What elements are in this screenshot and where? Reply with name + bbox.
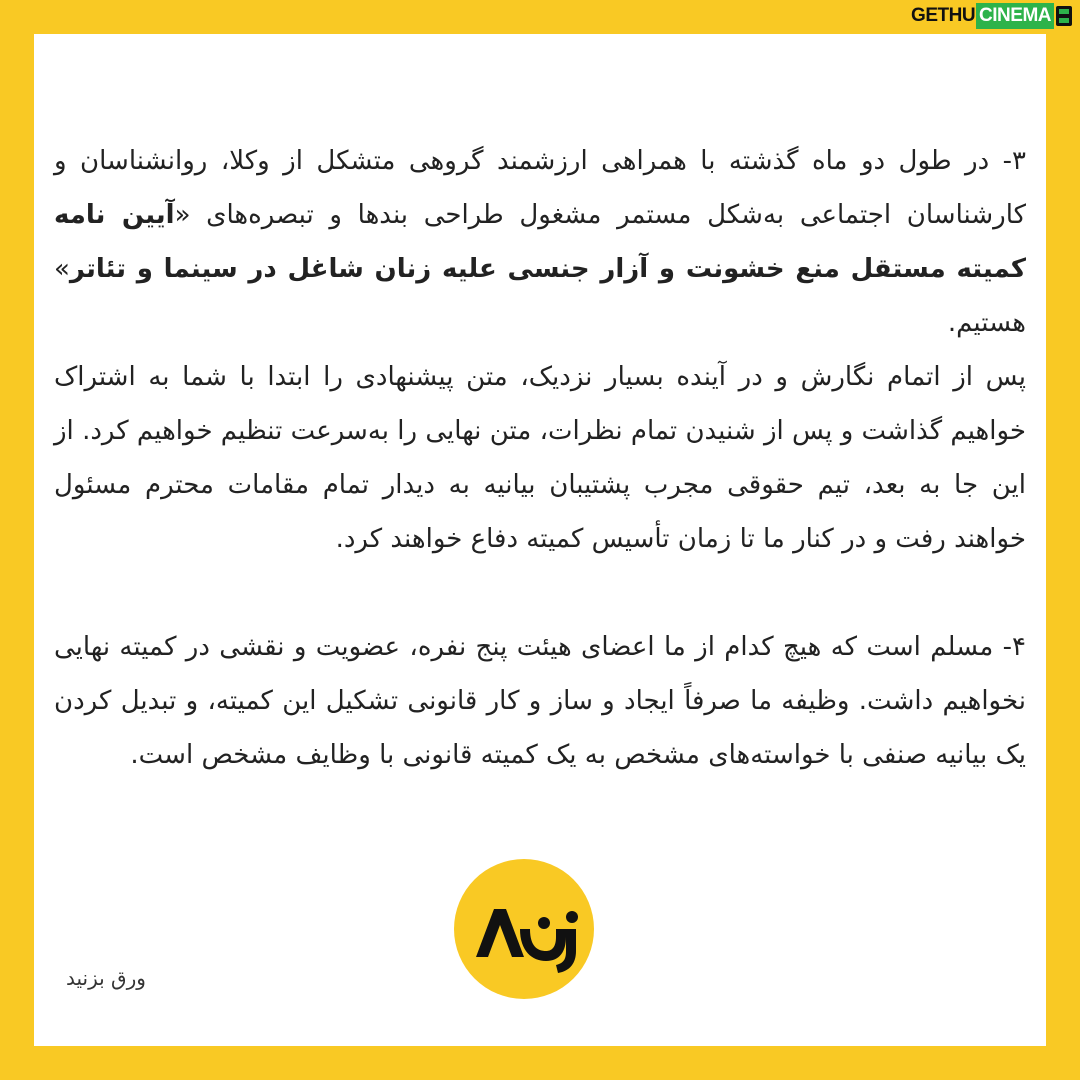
statement-body <box>54 134 1026 782</box>
content-card <box>34 34 1046 1046</box>
watermark <box>911 3 1072 29</box>
paragraph-section-4: ۴- مسلم است که هیچ کدام از ما اعضای هیئت پنج نفره، عضویت و نقشی در کمیته نهایی نخواهیم داشت. وظیفه ما صرفاً ایجاد و ساز و کار قانونی تشکیل این کمیته، و تبدیل کردن یک بیانیه صنفی با خواسته‌های مشخص به یک کمیته قانونی با وظایف مشخص است. <box>54 632 1026 770</box>
swipe-hint: ورق بزنید <box>66 966 146 990</box>
zan-80-logo-icon <box>454 859 594 999</box>
section-3-suffix: » هستیم. <box>54 254 1026 338</box>
paragraph-spacer <box>54 566 1026 620</box>
watermark-text-a: GETHU <box>911 5 976 26</box>
paragraph-section-3 <box>54 134 1026 350</box>
film-strip-icon <box>1056 6 1072 26</box>
section-3-bold-title: آیین نامه کمیته مستقل منع خشونت و آزار جنسی علیه زنان شاغل در سینما و تئاتر <box>54 200 1026 284</box>
section-3-prefix: ۳- در طول دو ماه گذشته با همراهی ارزشمند گروهی متشکل از وکلا، روانشناسان و کارشناسان اجتماعی به‌شکل مستمر مشغول طراحی بندها و تبصره‌های « <box>54 146 1026 230</box>
watermark-text-b: CINEMA <box>976 3 1054 29</box>
zan-80-logo-graphic <box>454 859 594 999</box>
paragraph-section-3-continued: پس از اتمام نگارش و در آینده بسیار نزدیک، متن پیشنهادی را ابتدا با شما به اشتراک خواهیم گذاشت و پس از شنیدن تمام نظرات، متن نهایی را به‌سرعت تنظیم خواهیم کرد. از این جا به بعد، تیم حقوقی مجرب پشتیبان بیانیه به دیدار تمام مقامات محترم مسئول خواهند رفت و در کنار ما تا زمان تأسیس کمیته دفاع خواهند کرد. <box>54 362 1026 554</box>
